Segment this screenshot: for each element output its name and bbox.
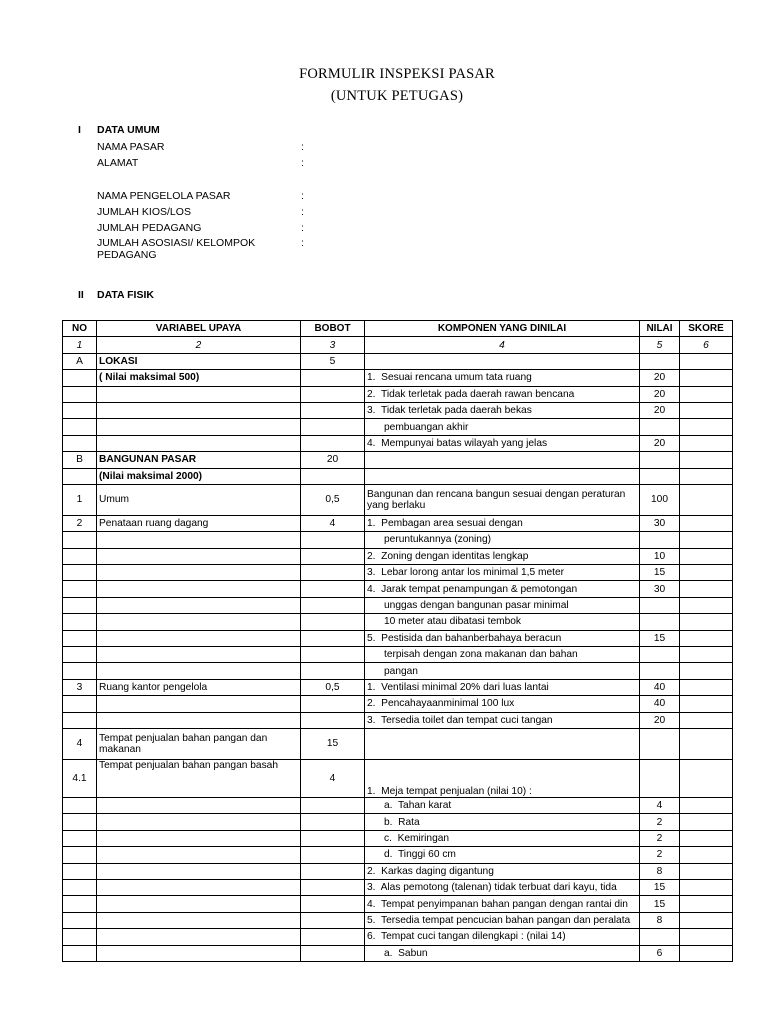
row-no [63, 630, 97, 646]
row-komponen: a. Sabun [365, 945, 640, 961]
row-skore[interactable] [680, 515, 733, 531]
row-skore[interactable] [680, 945, 733, 961]
row-no [63, 663, 97, 679]
table-row [63, 452, 733, 468]
row-bobot: 15 [301, 728, 365, 759]
row-komponen: 10 meter atau dibatasi tembok [365, 614, 640, 630]
row-nilai [640, 353, 680, 369]
table-row [63, 515, 733, 531]
row-skore[interactable] [680, 863, 733, 879]
row-no [63, 532, 97, 548]
table-index-row [63, 337, 733, 353]
row-komponen: peruntukannya (zoning) [365, 532, 640, 548]
row-nilai: 8 [640, 912, 680, 928]
row-no [63, 435, 97, 451]
row-no [63, 814, 97, 830]
row-bobot [301, 797, 365, 813]
row-variabel [97, 630, 301, 646]
row-nilai: 20 [640, 712, 680, 728]
row-bobot [301, 712, 365, 728]
row-variabel [97, 830, 301, 846]
row-nilai [640, 759, 680, 797]
row-nilai: 15 [640, 896, 680, 912]
table-row [63, 532, 733, 548]
row-skore[interactable] [680, 597, 733, 613]
table-header-row [63, 321, 733, 337]
row-komponen: 2. Zoning dengan identitas lengkap [365, 548, 640, 564]
row-nilai: 2 [640, 830, 680, 846]
field-pengelola-colon: : [301, 190, 304, 202]
table-row [63, 728, 733, 759]
row-komponen: 3. Alas pemotong (talenan) tidak terbuat dari kayu, tida [365, 879, 640, 895]
row-variabel [97, 435, 301, 451]
index-cell: 6 [680, 337, 733, 353]
row-nilai: 2 [640, 814, 680, 830]
row-bobot [301, 945, 365, 961]
table-row [63, 581, 733, 597]
table-row [63, 630, 733, 646]
table-row [63, 402, 733, 418]
row-skore[interactable] [680, 814, 733, 830]
field-nama-pasar-label: NAMA PASAR [97, 141, 165, 153]
row-no [63, 565, 97, 581]
index-cell: 1 [63, 337, 97, 353]
row-komponen: b. Rata [365, 814, 640, 830]
row-variabel: Umum [97, 484, 301, 515]
row-nilai [640, 728, 680, 759]
field-alamat-label: ALAMAT [97, 157, 139, 169]
row-variabel [97, 597, 301, 613]
row-komponen: 2. Tidak terletak pada daerah rawan bencana [365, 386, 640, 402]
row-no [63, 847, 97, 863]
row-nilai: 6 [640, 945, 680, 961]
row-skore[interactable] [680, 847, 733, 863]
table-row [63, 468, 733, 484]
row-variabel [97, 847, 301, 863]
row-komponen [365, 452, 640, 468]
row-variabel [97, 863, 301, 879]
row-komponen: unggas dengan bangunan pasar minimal [365, 597, 640, 613]
row-no [63, 696, 97, 712]
row-bobot [301, 879, 365, 895]
row-bobot [301, 830, 365, 846]
row-skore[interactable] [680, 929, 733, 945]
table-row [63, 830, 733, 846]
row-bobot [301, 663, 365, 679]
table-row [63, 679, 733, 695]
row-variabel: BANGUNAN PASAR [97, 452, 301, 468]
row-nilai: 100 [640, 484, 680, 515]
row-no [63, 879, 97, 895]
row-nilai [640, 929, 680, 945]
row-nilai: 2 [640, 847, 680, 863]
row-nilai [640, 419, 680, 435]
row-bobot [301, 614, 365, 630]
row-nilai [640, 614, 680, 630]
header-nilai: NILAI [640, 321, 680, 337]
row-bobot [301, 565, 365, 581]
table-row [63, 863, 733, 879]
field-pengelola-label: NAMA PENGELOLA PASAR [97, 190, 231, 202]
row-nilai: 8 [640, 863, 680, 879]
row-skore[interactable] [680, 419, 733, 435]
row-komponen: 1. Sesuai rencana umum tata ruang [365, 370, 640, 386]
row-no [63, 468, 97, 484]
row-no [63, 548, 97, 564]
table-row [63, 797, 733, 813]
row-bobot [301, 419, 365, 435]
row-no [63, 945, 97, 961]
row-nilai: 10 [640, 548, 680, 564]
row-bobot [301, 548, 365, 564]
row-skore[interactable] [680, 663, 733, 679]
row-variabel [97, 797, 301, 813]
row-komponen: Bangunan dan rencana bangun sesuai dengan peraturan yang berlaku [365, 484, 640, 515]
row-variabel [97, 879, 301, 895]
table-row [63, 386, 733, 402]
field-alamat-colon: : [301, 157, 304, 169]
row-nilai [640, 468, 680, 484]
row-bobot [301, 435, 365, 451]
row-no: 3 [63, 679, 97, 695]
row-nilai: 20 [640, 386, 680, 402]
row-komponen [365, 468, 640, 484]
row-variabel [97, 896, 301, 912]
row-bobot [301, 647, 365, 663]
header-bobot: BOBOT [301, 321, 365, 337]
row-komponen: a. Tahan karat [365, 797, 640, 813]
row-skore[interactable] [680, 581, 733, 597]
field-pedagang-label: JUMLAH PEDAGANG [97, 222, 202, 234]
field-kios-colon: : [301, 206, 304, 218]
row-variabel [97, 386, 301, 402]
row-bobot [301, 912, 365, 928]
row-komponen: terpisah dengan zona makanan dan bahan [365, 647, 640, 663]
row-variabel: ( Nilai maksimal 500) [97, 370, 301, 386]
section-2-label: DATA FISIK [97, 289, 154, 301]
row-bobot: 0,5 [301, 484, 365, 515]
row-skore[interactable] [680, 830, 733, 846]
row-bobot [301, 896, 365, 912]
row-skore[interactable] [680, 797, 733, 813]
row-skore[interactable] [680, 548, 733, 564]
row-bobot: 4 [301, 759, 365, 797]
row-no [63, 797, 97, 813]
index-cell: 4 [365, 337, 640, 353]
row-variabel [97, 663, 301, 679]
row-komponen: 3. Lebar lorong antar los minimal 1,5 meter [365, 565, 640, 581]
field-asosiasi-label-cont: PEDAGANG [97, 249, 157, 261]
row-komponen [365, 353, 640, 369]
row-skore[interactable] [680, 370, 733, 386]
row-komponen: pembuangan akhir [365, 419, 640, 435]
row-variabel [97, 814, 301, 830]
row-no [63, 370, 97, 386]
field-pedagang-colon: : [301, 222, 304, 234]
row-skore[interactable] [680, 728, 733, 759]
table-row [63, 879, 733, 895]
field-asosiasi-label: JUMLAH ASOSIASI/ KELOMPOK [97, 237, 256, 249]
row-variabel [97, 696, 301, 712]
row-nilai: 40 [640, 679, 680, 695]
row-skore[interactable] [680, 630, 733, 646]
row-skore[interactable] [680, 452, 733, 468]
table-row [63, 435, 733, 451]
row-komponen: 1. Pembagan area sesuai dengan [365, 515, 640, 531]
table-row [63, 814, 733, 830]
field-kios-label: JUMLAH KIOS/LOS [97, 206, 191, 218]
row-komponen: 3. Tersedia toilet dan tempat cuci tangan [365, 712, 640, 728]
header-variabel: VARIABEL UPAYA [97, 321, 301, 337]
index-cell: 2 [97, 337, 301, 353]
inspection-table [62, 320, 733, 962]
row-bobot [301, 581, 365, 597]
table-row [63, 712, 733, 728]
row-komponen: 4. Mempunyai batas wilayah yang jelas [365, 435, 640, 451]
table-row [63, 912, 733, 928]
row-bobot [301, 468, 365, 484]
table-row [63, 419, 733, 435]
row-komponen: 2. Pencahayaanminimal 100 lux [365, 696, 640, 712]
header-no: NO [63, 321, 97, 337]
row-bobot: 5 [301, 353, 365, 369]
row-variabel: Ruang kantor pengelola [97, 679, 301, 695]
row-skore[interactable] [680, 912, 733, 928]
table-row [63, 696, 733, 712]
row-variabel [97, 581, 301, 597]
row-no [63, 386, 97, 402]
table-row [63, 597, 733, 613]
row-variabel [97, 912, 301, 928]
row-no [63, 647, 97, 663]
field-asosiasi-colon: : [301, 237, 304, 249]
row-bobot [301, 597, 365, 613]
row-skore[interactable] [680, 614, 733, 630]
field-nama-pasar-colon: : [301, 141, 304, 153]
row-no [63, 597, 97, 613]
row-bobot [301, 402, 365, 418]
row-bobot: 20 [301, 452, 365, 468]
row-bobot [301, 863, 365, 879]
header-skore: SKORE [680, 321, 733, 337]
row-nilai: 20 [640, 402, 680, 418]
row-no: 2 [63, 515, 97, 531]
row-nilai: 30 [640, 515, 680, 531]
row-skore[interactable] [680, 386, 733, 402]
row-skore[interactable] [680, 696, 733, 712]
row-komponen: 3. Tidak terletak pada daerah bekas [365, 402, 640, 418]
row-bobot [301, 814, 365, 830]
row-bobot: 0,5 [301, 679, 365, 695]
row-no [63, 581, 97, 597]
row-no [63, 402, 97, 418]
row-bobot [301, 929, 365, 945]
section-2-number: II [78, 289, 84, 301]
row-komponen: 4. Jarak tempat penampungan & pemotongan [365, 581, 640, 597]
row-no: 4.1 [63, 759, 97, 797]
row-no [63, 863, 97, 879]
row-nilai [640, 647, 680, 663]
row-variabel [97, 565, 301, 581]
row-variabel: (Nilai maksimal 2000) [97, 468, 301, 484]
row-nilai: 40 [640, 696, 680, 712]
row-nilai: 15 [640, 565, 680, 581]
index-cell: 3 [301, 337, 365, 353]
row-nilai [640, 597, 680, 613]
row-variabel [97, 548, 301, 564]
row-no [63, 614, 97, 630]
table-row [63, 370, 733, 386]
row-no [63, 712, 97, 728]
row-bobot [301, 630, 365, 646]
row-variabel: LOKASI [97, 353, 301, 369]
row-variabel [97, 419, 301, 435]
row-bobot: 4 [301, 515, 365, 531]
row-komponen: 6. Tempat cuci tangan dilengkapi : (nilai 14) [365, 929, 640, 945]
table-row [63, 614, 733, 630]
table-row [63, 759, 733, 797]
row-bobot [301, 532, 365, 548]
index-cell: 5 [640, 337, 680, 353]
row-nilai: 4 [640, 797, 680, 813]
row-skore[interactable] [680, 484, 733, 515]
table-row [63, 565, 733, 581]
row-nilai: 15 [640, 879, 680, 895]
row-nilai: 15 [640, 630, 680, 646]
row-skore[interactable] [680, 532, 733, 548]
row-variabel [97, 712, 301, 728]
row-komponen: 2. Karkas daging digantung [365, 863, 640, 879]
row-skore[interactable] [680, 679, 733, 695]
row-no [63, 929, 97, 945]
section-1-label: DATA UMUM [97, 124, 160, 136]
row-variabel [97, 532, 301, 548]
row-variabel [97, 614, 301, 630]
table-row [63, 663, 733, 679]
row-bobot [301, 696, 365, 712]
row-no [63, 830, 97, 846]
row-skore[interactable] [680, 647, 733, 663]
row-skore[interactable] [680, 435, 733, 451]
row-skore[interactable] [680, 353, 733, 369]
row-nilai [640, 663, 680, 679]
row-variabel: Tempat penjualan bahan pangan basah [97, 759, 301, 797]
header-komponen: KOMPONEN YANG DINILAI [365, 321, 640, 337]
row-no: 1 [63, 484, 97, 515]
row-skore[interactable] [680, 565, 733, 581]
row-nilai: 30 [640, 581, 680, 597]
row-bobot [301, 386, 365, 402]
row-no: 4 [63, 728, 97, 759]
table-row [63, 945, 733, 961]
table-row [63, 847, 733, 863]
row-komponen: 1. Meja tempat penjualan (nilai 10) : [365, 759, 640, 797]
row-bobot [301, 847, 365, 863]
row-no: A [63, 353, 97, 369]
row-nilai: 20 [640, 435, 680, 451]
row-komponen: d. Tinggi 60 cm [365, 847, 640, 863]
row-nilai [640, 452, 680, 468]
row-variabel [97, 402, 301, 418]
table-row [63, 647, 733, 663]
table-row [63, 548, 733, 564]
row-variabel [97, 647, 301, 663]
row-komponen: c. Kemiringan [365, 830, 640, 846]
row-no [63, 419, 97, 435]
row-nilai [640, 532, 680, 548]
row-nilai: 20 [640, 370, 680, 386]
row-skore[interactable] [680, 879, 733, 895]
row-variabel [97, 945, 301, 961]
row-no [63, 896, 97, 912]
row-no [63, 912, 97, 928]
row-no: B [63, 452, 97, 468]
row-komponen: 5. Pestisida dan bahanberbahaya beracun [365, 630, 640, 646]
form-subtitle: (UNTUK PETUGAS) [330, 88, 464, 104]
row-komponen: 5. Tersedia tempat pencucian bahan pangan dan peralata [365, 912, 640, 928]
section-1-number: I [78, 124, 81, 136]
table-row [63, 353, 733, 369]
row-komponen: 1. Ventilasi minimal 20% dari luas lantai [365, 679, 640, 695]
row-skore[interactable] [680, 402, 733, 418]
table-row [63, 896, 733, 912]
row-variabel [97, 929, 301, 945]
row-komponen [365, 728, 640, 759]
form-title: FORMULIR INSPEKSI PASAR [299, 66, 495, 82]
row-skore[interactable] [680, 896, 733, 912]
row-skore[interactable] [680, 759, 733, 797]
row-komponen: 4. Tempat penyimpanan bahan pangan dengan rantai din [365, 896, 640, 912]
row-skore[interactable] [680, 712, 733, 728]
table-row [63, 929, 733, 945]
table-row [63, 484, 733, 515]
row-variabel: Penataan ruang dagang [97, 515, 301, 531]
row-variabel: Tempat penjualan bahan pangan dan makanan [97, 728, 301, 759]
row-bobot [301, 370, 365, 386]
row-komponen: pangan [365, 663, 640, 679]
row-skore[interactable] [680, 468, 733, 484]
